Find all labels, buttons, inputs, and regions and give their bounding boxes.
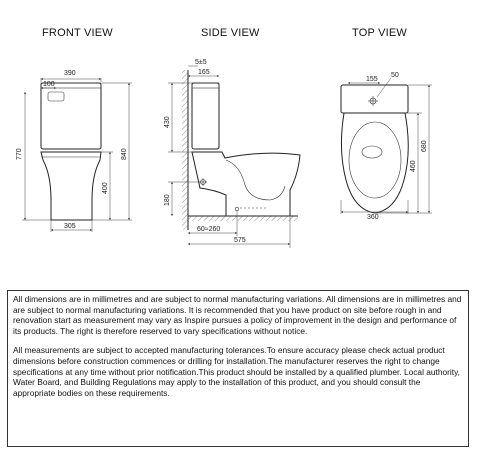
top-bowl-rim <box>349 122 401 198</box>
dim-label-155: 155 <box>366 76 378 83</box>
dim-label-180: 180 <box>164 194 171 206</box>
top-view-title: TOP VIEW <box>352 27 407 39</box>
wall-hatch <box>182 70 188 230</box>
dim-leader-50 <box>377 78 391 97</box>
top-cistern <box>341 85 408 113</box>
dim-label-430: 430 <box>164 116 171 128</box>
dim-label-360: 360 <box>367 214 379 221</box>
floor-hatch <box>188 216 298 221</box>
dim-label-305: 305 <box>64 223 76 230</box>
dim-label-840: 840 <box>121 148 128 160</box>
dim-label-575: 575 <box>234 237 246 244</box>
side-pan <box>192 152 300 216</box>
side-cistern <box>192 83 219 149</box>
dim-label-100: 100 <box>43 81 55 88</box>
dim-label-770: 770 <box>16 148 23 160</box>
dim-label-400: 400 <box>102 182 109 194</box>
front-view-drawing <box>16 70 132 232</box>
top-view-drawing <box>341 72 432 221</box>
dim-label-5-5: 5±5 <box>195 59 207 66</box>
dim-label-165: 165 <box>198 69 210 76</box>
disclaimer-paragraph-2: All measurements are subject to accepted manufacturing tolerances.To ensure accuracy please check actual product dimensions before construction commences or drilling for installation.The manufacturer reserves the right to change specifications at any time without prior notification.This product should be installed by a qualified plumber. Local authority, Water Board, and Building Regulations may apply to the installation of this product, and you should consult the appropriate bodies on these requirements. <box>13 345 460 398</box>
top-bowl-opening <box>362 146 382 158</box>
dim-label-60-260: 60≈260 <box>197 226 221 233</box>
waste-outlet-marker <box>199 178 207 186</box>
front-bowl <box>41 152 101 220</box>
top-flush-button <box>368 96 378 106</box>
front-cistern <box>41 83 101 149</box>
side-pan-trap <box>226 160 285 200</box>
side-view-title: SIDE VIEW <box>201 27 260 39</box>
disclaimer-paragraph-1: All dimensions are in millimetres and are subject to normal manufacturing variations. All dimensions are in millimetres and are subject to normal manufacturing variations. It is recommended that you have product on site before rough in and renovation start as measurement may vary as Inspire pursues a policy of improvement in the design and performance of its products. The right is therefore reserved to vary specifications without notice. <box>13 294 462 336</box>
dim-label-50: 50 <box>391 72 399 79</box>
flush-button <box>48 92 64 101</box>
disclaimer-box <box>7 290 469 447</box>
floor-outlet-marker <box>235 207 239 211</box>
dim-label-390: 390 <box>64 70 76 77</box>
front-view-title: FRONT VIEW <box>42 27 113 39</box>
side-view-drawing <box>164 59 300 248</box>
dim-label-460: 460 <box>410 160 417 172</box>
dim-label-680: 680 <box>421 140 428 152</box>
